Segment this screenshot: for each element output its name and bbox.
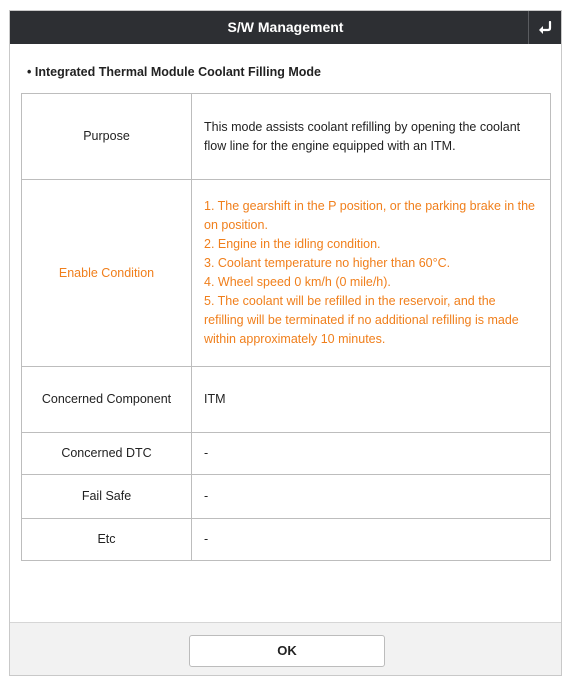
back-button[interactable] — [528, 11, 561, 44]
table-row — [22, 367, 551, 433]
table-row — [22, 475, 551, 519]
row-label: Concerned Component — [22, 367, 192, 433]
enable-condition-list — [192, 180, 551, 367]
condition-item: 4. Wheel speed 0 km/h (0 mile/h). — [204, 275, 391, 289]
title-bar — [10, 11, 561, 44]
row-value: - — [192, 519, 551, 561]
return-arrow-icon — [537, 21, 553, 35]
condition-item: 5. The coolant will be refilled in the reservoir, and the refilling will be terminated if no additional refilling is made within approximately 10 minutes. — [204, 294, 519, 346]
sw-management-dialog — [9, 10, 562, 676]
row-label: Concerned DTC — [22, 433, 192, 475]
table-row — [22, 519, 551, 561]
ok-button[interactable]: OK — [189, 635, 385, 667]
table-row — [22, 180, 551, 367]
condition-item: 3. Coolant temperature no higher than 60°C. — [204, 256, 451, 270]
table-row — [22, 94, 551, 180]
row-label: Fail Safe — [22, 475, 192, 519]
table-row — [22, 433, 551, 475]
row-label: Purpose — [22, 94, 192, 180]
row-label: Enable Condition — [22, 180, 192, 367]
row-label: Etc — [22, 519, 192, 561]
mode-title: • Integrated Thermal Module Coolant Filling Mode — [27, 65, 321, 79]
condition-item: 2. Engine in the idling condition. — [204, 237, 381, 251]
mode-info-table — [21, 93, 551, 561]
dialog-title: S/W Management — [227, 19, 344, 35]
condition-item: 1. The gearshift in the P position, or the parking brake in the on position. — [204, 199, 535, 232]
row-value: ITM — [192, 367, 551, 433]
row-value: - — [192, 433, 551, 475]
row-value: This mode assists coolant refilling by opening the coolant flow line for the engine equipped with an ITM. — [192, 94, 551, 180]
dialog-footer — [10, 622, 561, 675]
row-value: - — [192, 475, 551, 519]
